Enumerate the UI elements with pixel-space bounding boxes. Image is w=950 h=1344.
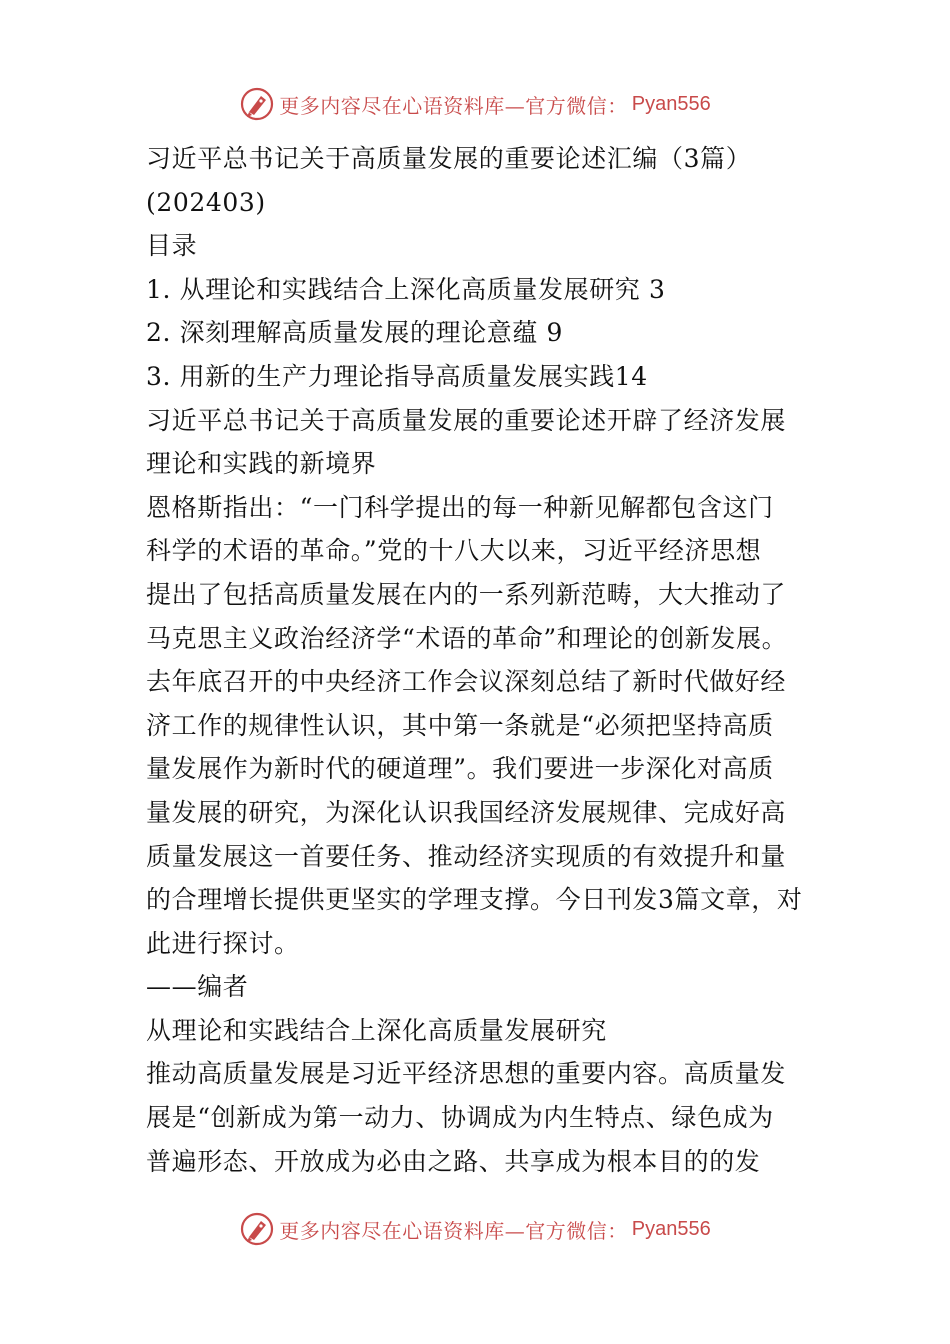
article-title: 从理论和实践结合上深化高质量发展研究 (146, 1015, 607, 1045)
watermark-wechat-id: Pyan556 (631, 92, 711, 115)
paragraph-line: 推动高质量发展是习近平经济思想的重要内容。高质量发 (146, 1059, 787, 1089)
watermark-wechat-id: Pyan556 (631, 1217, 711, 1240)
footer-watermark (0, 1209, 950, 1249)
doc-date: (202403) (146, 187, 266, 217)
header-watermark (0, 84, 950, 124)
pen-nib-logo-icon (239, 86, 275, 122)
paragraph-line: 质量发展这一首要任务、推动经济实现质的有效提升和量 (146, 841, 787, 871)
paragraph-line: 恩格斯指出：“一门科学提出的每一种新见解都包含这门 (146, 492, 774, 522)
paragraph-line: 展是“创新成为第一动力、协调成为内生特点、绿色成为 (146, 1103, 774, 1133)
paragraph-line: 济工作的规律性认识，其中第一条就是“必须把坚持高质 (146, 710, 774, 740)
paragraph-line: 量发展的研究，为深化认识我国经济发展规律、完成好高 (146, 797, 787, 827)
toc-item-3: 3. 用新的生产力理论指导高质量发展实践14 (146, 361, 648, 391)
doc-title: 习近平总书记关于高质量发展的重要论述汇编（3篇） (146, 144, 752, 173)
paragraph-line: 去年底召开的中央经济工作会议深刻总结了新时代做好经 (146, 667, 787, 697)
section-heading-line: 习近平总书记关于高质量发展的重要论述开辟了经济发展 (146, 405, 787, 435)
pen-nib-logo-icon (239, 1211, 275, 1247)
toc-item-1: 1. 从理论和实践结合上深化高质量发展研究 3 (146, 274, 666, 304)
paragraph-line: 普遍形态、开放成为必由之路、共享成为根本目的的发 (146, 1146, 761, 1176)
paragraph-line: 科学的术语的革命。”党的十八大以来，习近平经济思想 (146, 536, 762, 566)
toc-heading: 目录 (146, 231, 198, 261)
paragraph-line: 此进行探讨。 (146, 928, 300, 958)
paragraph-line: 提出了包括高质量发展在内的一系列新范畴，大大推动了 (146, 579, 787, 609)
paragraph-line: 量发展作为新时代的硬道理”。我们要进一步深化对高质 (146, 754, 774, 784)
section-heading-line: 理论和实践的新境界 (146, 449, 377, 479)
watermark-text: 更多内容尽在心语资料库—官方微信： (279, 1218, 628, 1243)
toc-item-2: 2. 深刻理解高质量发展的理论意蕴 9 (146, 318, 564, 348)
paragraph-line: 马克思主义政治经济学“术语的革命”和理论的创新发展。 (146, 623, 788, 653)
paragraph-line: 的合理增长提供更坚实的学理支撑。今日刊发3篇文章，对 (146, 885, 803, 915)
document-body (146, 137, 816, 1183)
editor-signature: ——编者 (146, 972, 249, 1002)
watermark-text: 更多内容尽在心语资料库—官方微信： (279, 93, 628, 118)
